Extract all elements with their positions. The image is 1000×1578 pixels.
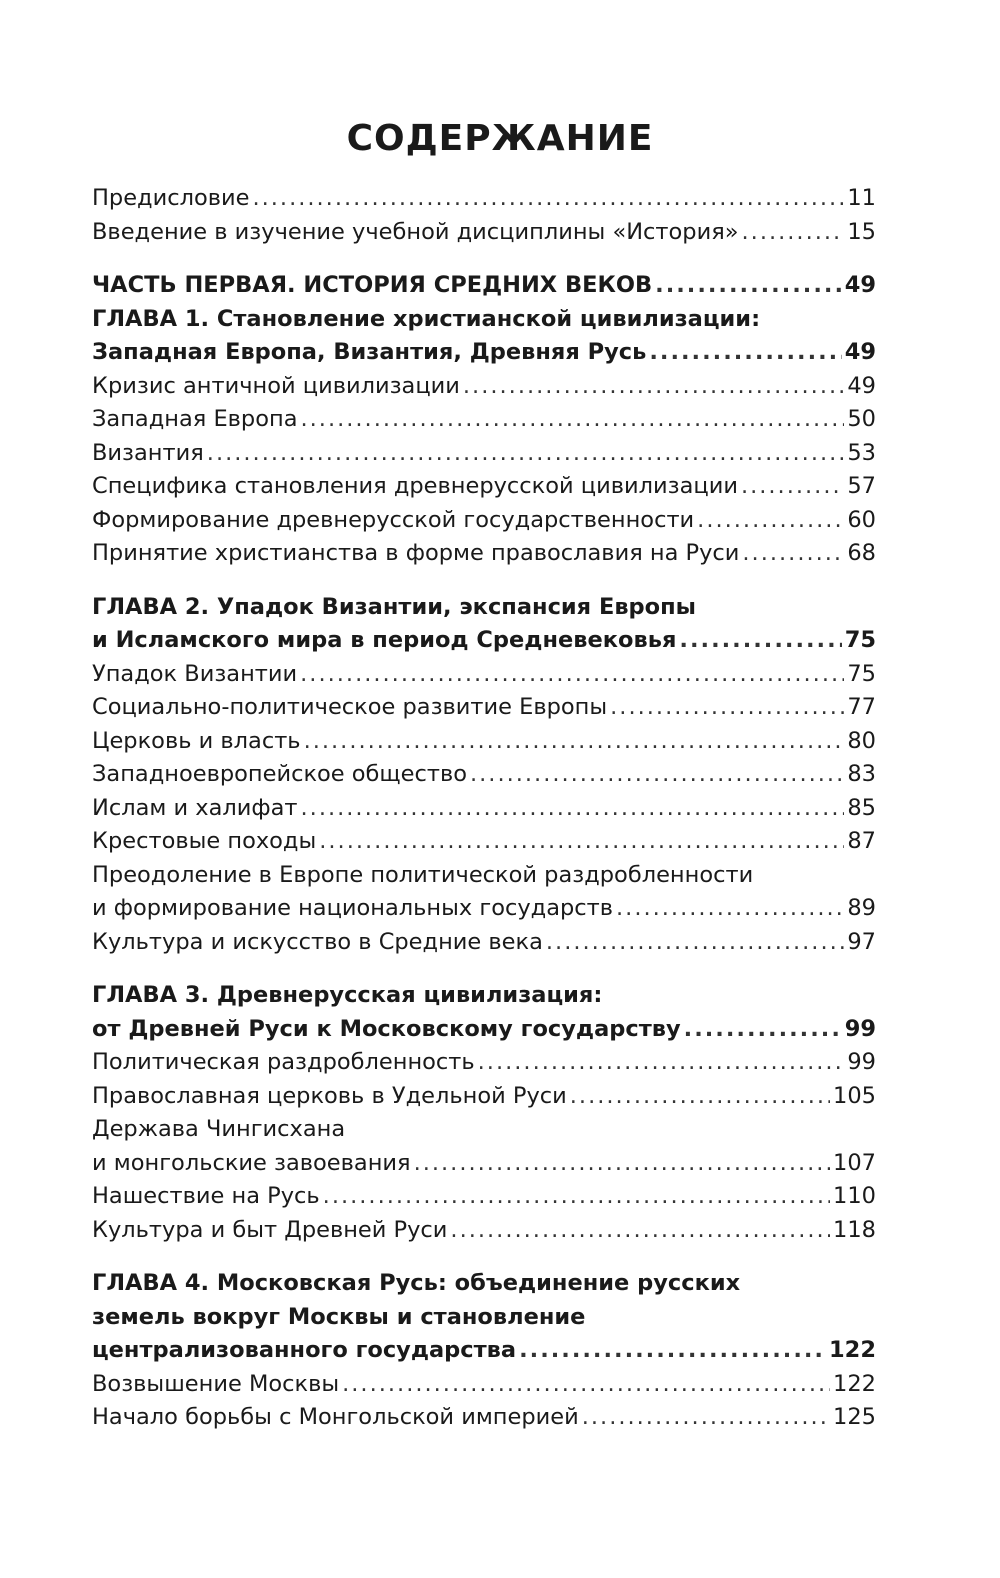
toc-entry[interactable]: и монгольские завоевания ..... 107 [92,1147,876,1181]
toc-chapter-1-heading: ГЛАВА 1. Становление христианской цивилизации: [92,305,761,332]
toc-chapter-4-heading-line-2: земель вокруг Москвы и становление [92,1303,586,1330]
toc-entry[interactable]: Православная церковь в Удельной Руси ..... 105 [92,1080,876,1114]
toc-chapter-2[interactable]: и Исламского мира в период Средневековья ..... 75 [92,624,876,658]
toc-entry[interactable]: Крестовые походы ..... 87 [92,825,876,859]
toc-entry[interactable]: и формирование национальных государств ..... 89 [92,892,876,926]
toc-entry[interactable]: Культура и быт Древней Руси ..... 118 [92,1214,876,1248]
toc-entry-introduction[interactable]: Введение в изучение учебной дисциплины «История» ..... 15 [92,216,876,250]
toc-entry-line: Держава Чингисхана [92,1116,346,1142]
toc-entry[interactable]: Ислам и халифат ..... 85 [92,792,876,826]
toc-chapter-4-heading: ГЛАВА 4. Московская Русь: объединение русских [92,1270,741,1296]
toc-entry[interactable]: Формирование древнерусской государственности ..... 60 [92,504,876,538]
toc-entry[interactable]: Западноевропейское общество ..... 83 [92,758,876,792]
toc-entry-line: Преодоление в Европе политической раздробленности [92,861,754,888]
toc-chapter-4[interactable]: централизованного государства ..... 122 [92,1334,876,1368]
toc-entry[interactable]: Возвышение Москвы ..... 122 [92,1368,876,1402]
toc-entry[interactable]: Упадок Византии ..... 75 [92,658,876,692]
toc-entry[interactable]: Политическая раздробленность ..... 99 [92,1046,876,1080]
toc-entry[interactable]: Социально-политическое развитие Европы ..... 77 [92,691,876,725]
toc-chapter-3-heading: ГЛАВА 3. Древнерусская цивилизация: [92,982,603,1008]
toc-entry[interactable]: Начало борьбы с Монгольской империей ..... 125 [92,1401,876,1435]
toc-entry[interactable]: Византия ..... 53 [92,437,876,471]
page-title: СОДЕРЖАНИЕ [346,118,654,159]
toc-entry[interactable]: Специфика становления древнерусской цивилизации ..... 57 [92,470,876,504]
toc-entry[interactable]: Западная Европа ..... 50 [92,403,876,437]
toc-chapter-1[interactable]: Западная Европа, Византия, Древняя Русь ..... 49 [92,336,876,370]
toc-entry[interactable]: Церковь и власть ..... 80 [92,725,876,759]
toc-entry[interactable]: Кризис античной цивилизации ..... 49 [92,370,876,404]
toc-entry[interactable]: Культура и искусство в Средние века ..... 97 [92,926,876,960]
toc-part-one[interactable]: ЧАСТЬ ПЕРВАЯ. ИСТОРИЯ СРЕДНИХ ВЕКОВ ..... 49 [92,269,876,303]
toc-chapter-3[interactable]: от Древней Руси к Московскому государству ..... 99 [92,1013,876,1047]
toc-entry-preface[interactable]: Предисловие ..... 11 [92,182,876,216]
toc-chapter-2-heading: ГЛАВА 2. Упадок Византии, экспансия Европы [92,593,697,620]
toc-entry[interactable]: Принятие христианства в форме православия на Руси ..... 68 [92,537,876,571]
table-of-contents [92,182,876,1435]
toc-entry[interactable]: Нашествие на Русь ..... 110 [92,1180,876,1214]
